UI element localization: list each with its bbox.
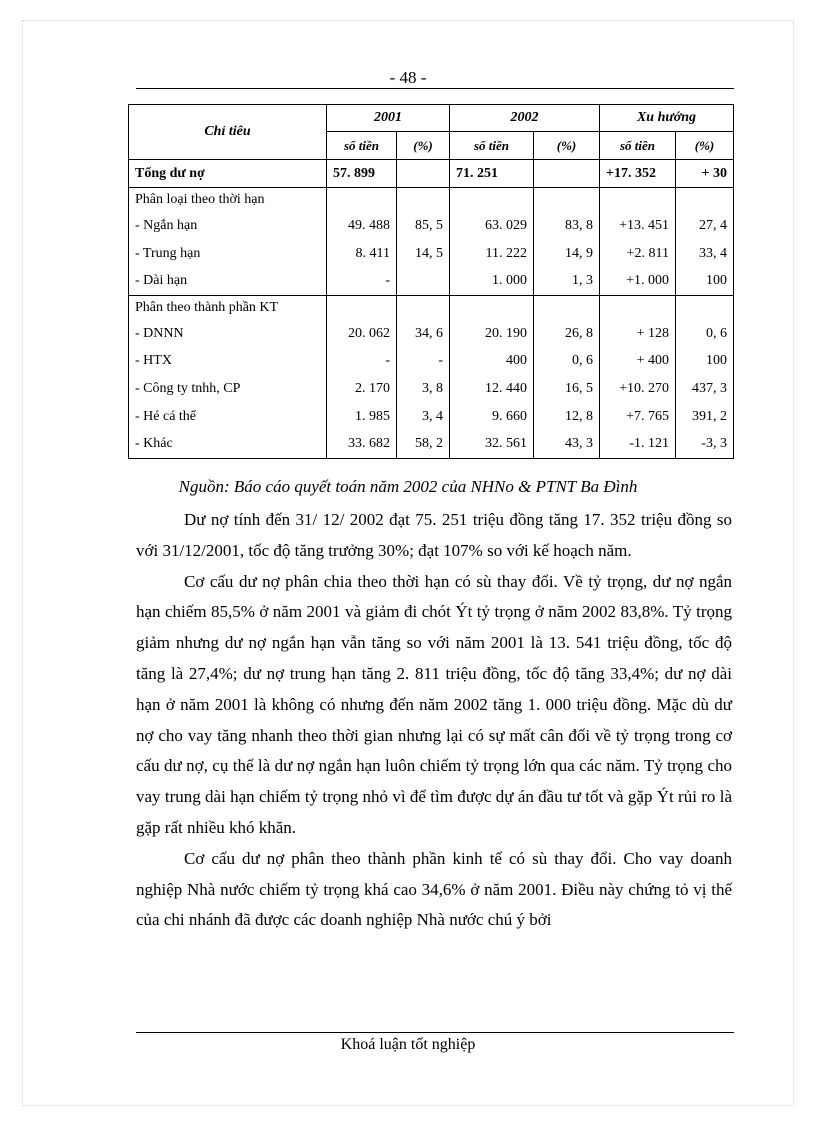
table-cell: 400 (506, 353, 527, 369)
column-2001-percent (397, 295, 450, 458)
table-cell: 12. 440 (485, 380, 527, 396)
subheader-amount: số tiền (327, 132, 397, 160)
footer-rule (136, 1032, 734, 1033)
column-2001-amount (327, 295, 397, 458)
table-cell: + 128 (636, 325, 669, 341)
subheader-percent: (%) (397, 132, 450, 160)
table-cell: 32. 561 (485, 436, 527, 452)
page-number: - 48 - (389, 68, 427, 87)
header-year-2002: 2002 (450, 105, 600, 132)
table-cell: +2. 811 (626, 245, 669, 261)
table-cell: 16, 5 (565, 380, 593, 396)
table-cell: +13. 451 (619, 218, 669, 233)
total-row (129, 160, 734, 188)
total-cell: 57. 899 (327, 160, 397, 188)
total-cell: 71. 251 (450, 160, 534, 188)
table-cell: 0, 6 (572, 353, 593, 369)
table-cell: 437, 3 (692, 380, 728, 396)
group-by-economic-sector (129, 295, 734, 458)
column-2002-percent (534, 295, 600, 458)
group-labels (129, 188, 327, 296)
paragraph: Dư nợ tính đến 31/ 12/ 2002 đạt 75. 251 triệu đồng tăng 17. 352 triệu đồng so với 31/12/2001, tốc độ tăng trưởng 30%; đạt 107% so với kế hoạch năm. (136, 510, 732, 560)
row-label: - Dài hạn (135, 273, 188, 289)
row-label: - Ngắn hạn (135, 218, 198, 233)
table-cell: - (385, 353, 390, 369)
subheader-percent: (%) (534, 132, 600, 160)
group-title: Phân theo thành phần KT (135, 299, 279, 315)
table-cell: 11. 222 (485, 245, 527, 261)
header-trend: Xu hướng (600, 105, 734, 132)
subheader-amount: số tiền (600, 132, 676, 160)
column-trend-percent (676, 295, 734, 458)
row-label: - Hé cá thể (135, 408, 197, 424)
group-labels (129, 295, 327, 458)
table-cell: +10. 270 (619, 380, 669, 396)
loan-structure-table (128, 104, 734, 459)
column-2001-percent (397, 188, 450, 296)
subheader-amount: số tiền (450, 132, 534, 160)
footer-text: Khoá luận tốt nghiệp (340, 1036, 476, 1053)
total-cell: +17. 352 (600, 160, 676, 188)
subheader-percent: (%) (676, 132, 734, 160)
table-header-row (129, 105, 734, 132)
header-indicator: Chỉ tiêu (129, 105, 327, 160)
table-cell: 12, 8 (565, 408, 593, 424)
table-cell: -3, 3 (701, 436, 728, 452)
table-cell: 8. 411 (355, 245, 390, 261)
table-cell: +7. 765 (626, 408, 669, 424)
column-2002-percent (534, 188, 600, 296)
body-text (136, 505, 732, 936)
column-trend-amount (600, 295, 676, 458)
table-cell: 9. 660 (492, 408, 527, 424)
table-cell: 43, 3 (565, 436, 593, 452)
total-label: Tổng dư nợ (129, 160, 327, 188)
row-label: - Công ty tnhh, CP (135, 380, 241, 396)
column-2001-amount (327, 188, 397, 296)
row-label: - DNNN (135, 325, 184, 341)
header-rule (136, 88, 734, 89)
table-cell: + 400 (636, 353, 669, 369)
table-cell: 391, 2 (692, 408, 728, 424)
row-label: - HTX (135, 353, 172, 369)
table-cell: 1, 3 (572, 273, 593, 289)
table-cell (403, 267, 443, 295)
table-cell: 14, 5 (415, 245, 443, 261)
table-cell: -1. 121 (629, 436, 669, 452)
row-label: - Khác (135, 436, 173, 452)
group-title: Phân loại theo thời hạn (135, 192, 265, 207)
column-trend-percent (676, 188, 734, 296)
total-cell (397, 160, 450, 188)
paragraph: Cơ cấu dư nợ phân theo thành phần kinh tế có sù thay đổi. Cho vay doanh nghiệp Nhà nước chiếm tỷ trọng khá cao 34,6% ở năm 2001. Điều này chứng tỏ vị thế của chi nhánh đã được các doanh nghiệp Nhà nước chú ý bởi (136, 848, 732, 930)
table-cell: 85, 5 (415, 218, 443, 233)
table-cell: 3, 4 (422, 408, 443, 424)
table-cell: 3, 8 (422, 380, 443, 396)
table-cell: 49. 488 (348, 218, 390, 233)
total-cell (534, 160, 600, 188)
total-cell: + 30 (676, 160, 734, 188)
table-cell: 83, 8 (565, 218, 593, 233)
column-2002-amount (450, 188, 534, 296)
table-cell: 100 (706, 273, 728, 289)
table-cell: 2. 170 (355, 380, 390, 396)
row-label: - Trung hạn (135, 245, 201, 261)
table-cell: 58, 2 (415, 436, 443, 452)
table-cell: 34, 6 (415, 325, 443, 341)
header-year-2001: 2001 (327, 105, 450, 132)
table-cell: 63. 029 (485, 218, 527, 233)
table-cell: 100 (706, 353, 728, 369)
source-note: Nguồn: Báo cáo quyết toán năm 2002 của NHNo & PTNT Ba Đình (178, 477, 638, 496)
table-cell: 27, 4 (699, 218, 728, 233)
table-cell: - (385, 273, 390, 289)
table-cell: 1. 000 (492, 273, 527, 289)
table-cell: +1. 000 (626, 273, 669, 289)
table-cell: - (438, 353, 443, 369)
table-cell: 1. 985 (355, 408, 390, 424)
table-cell: 20. 062 (348, 325, 390, 341)
table-cell: 33, 4 (699, 245, 728, 261)
paragraph: Cơ cấu dư nợ phân chia theo thời hạn có sù thay đổi. Về tỷ trọng, dư nợ ngắn hạn chiếm 85,5% ở năm 2001 và giảm đi chót Ýt tỷ trọng ở năm 2002 83,8%. Tỷ trọng giảm nhưng dư nợ ngắn hạn vẫn tăng so với năm 2001 là 13. 541 triệu đồng, tốc độ tăng là 27,4%; dư nợ trung hạn tăng 2. 811 triệu đồng, tốc độ tăng 33,4%; dư nợ dài hạn ở năm 2001 là không có nhưng đến năm 2002 tăng 1. 000 triệu đồng. Mặc dù dư nợ cho vay tăng nhanh theo thời gian nhưng lại có sự mất cân đối về tỷ trọng trong cơ cấu dư nợ, cụ thể là dư nợ ngắn hạn luôn chiếm tỷ trọng lớn qua các năm. Tỷ trọng cho vay trung dài hạn chiếm tỷ trọng nhỏ vì để tìm được dự án đầu tư tốt và gặp Ýt rủi ro là gặp rất nhiều khó khăn. (136, 571, 732, 837)
table-cell: 20. 190 (485, 325, 527, 341)
table-cell: 33. 682 (348, 436, 390, 452)
table-cell: 14, 9 (565, 245, 593, 261)
table-cell: 26, 8 (565, 325, 593, 341)
group-by-term (129, 188, 734, 296)
column-2002-amount (450, 295, 534, 458)
table-cell: 0, 6 (706, 325, 728, 341)
column-trend-amount (600, 188, 676, 296)
